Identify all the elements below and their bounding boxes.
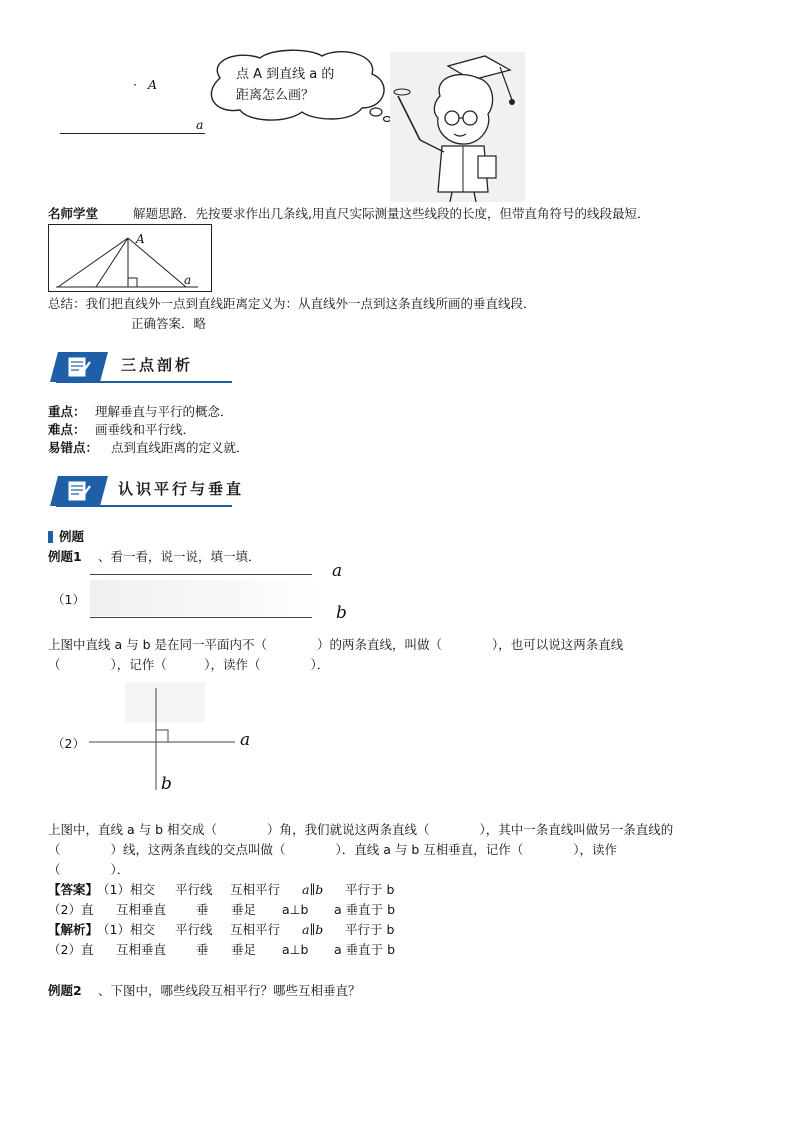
ex1-label: 例题1 <box>48 549 82 564</box>
ex1-fill2-line3: （ ）． <box>48 862 130 877</box>
section-title-1: 三点剖析 <box>121 356 194 374</box>
section-underline-1 <box>56 381 232 383</box>
answer-1-4: a∥b <box>302 882 324 897</box>
section-underline-2 <box>56 505 232 507</box>
analysis-label: 【解析】 <box>48 922 99 937</box>
parallel-line-a <box>90 574 312 575</box>
analysis-2-1: （2）直 <box>48 942 94 957</box>
line-a <box>60 133 205 134</box>
example-header: 例题 <box>59 529 85 544</box>
analysis-1-5: 平行于 b <box>345 922 395 937</box>
ex1-part1-num: （1） <box>52 592 85 607</box>
analysis-2-2: 互相垂直 <box>116 942 167 957</box>
perpendicular-figure <box>85 680 265 800</box>
tip-label: 名师学堂 <box>48 206 99 221</box>
analysis-2-4: 垂足 <box>231 942 257 957</box>
key-point-text: 理解垂直与平行的概念． <box>95 404 233 419</box>
analysis-2-3: 垂 <box>196 942 209 957</box>
ex1-prompt: 、看一看，说一说，填一填． <box>98 549 261 564</box>
bubble-line1: 点 A 到直线 a 的 <box>236 67 335 82</box>
pitfall-text: 点到直线距离的定义就． <box>111 440 249 455</box>
ex1-fill1-line2: （ ），记作（ ），读作（ ）． <box>48 657 330 672</box>
summary-text: 总结：我们把直线外一点到直线距离定义为：从直线外一点到这条直线所画的垂直线段． <box>48 296 536 311</box>
answer-2-5: a⊥b <box>282 902 309 917</box>
line-label: a <box>196 117 204 132</box>
analysis-1-4: a∥b <box>302 922 324 937</box>
point-dot: · <box>133 77 137 92</box>
answer-2-3: 垂 <box>196 902 209 917</box>
analysis-1-1: （1）相交 <box>97 922 155 937</box>
parallel-line-b <box>90 617 312 618</box>
pitfall-label: 易错点： <box>48 440 99 455</box>
perp-label-a: a <box>240 730 251 750</box>
bubble-line2: 距离怎么画？ <box>236 88 315 103</box>
key-point-label: 重点： <box>48 404 86 419</box>
section-banner-1 <box>48 350 233 386</box>
answer-2-4: 垂足 <box>231 902 257 917</box>
summary-answer: 正确答案．略 <box>131 316 207 331</box>
ex1-part2-num: （2） <box>52 736 85 751</box>
section-title-2: 认识平行与垂直 <box>118 480 245 498</box>
answer-1-3: 互相平行 <box>230 882 281 897</box>
ex1-fill2-line2: （ ）线，这两条直线的交点叫做（ ）．直线 a 与 b 互相垂直，记作（ ），读作 <box>48 842 617 857</box>
analysis-1-3: 互相平行 <box>230 922 281 937</box>
answer-label: 【答案】 <box>48 882 99 897</box>
faded-watermark <box>90 580 320 616</box>
analysis-2-5: a⊥b <box>282 942 309 957</box>
answer-2-6: a 垂直于 b <box>334 902 396 917</box>
notepad-icon <box>48 350 108 384</box>
tip-text: 解题思路．先按要求作出几条线,用直尺实际测量这些线段的长度，但带直角符号的线段最短． <box>133 206 650 221</box>
ex2-label: 例题2 <box>48 983 82 998</box>
tip-figure-point: A <box>136 232 145 246</box>
answer-2-1: （2）直 <box>48 902 94 917</box>
analysis-1-2: 平行线 <box>175 922 213 937</box>
ex2-prompt: 、下图中，哪些线段互相平行？哪些互相垂直？ <box>98 983 361 998</box>
difficulty-label: 难点： <box>48 422 86 437</box>
point-label: A <box>148 77 158 92</box>
answer-1-5: 平行于 b <box>345 882 395 897</box>
example-marker <box>48 531 53 543</box>
perp-label-b: b <box>161 774 172 794</box>
answer-1-1: （1）相交 <box>97 882 155 897</box>
answer-1-2: 平行线 <box>175 882 213 897</box>
analysis-2-6: a 垂直于 b <box>334 942 396 957</box>
teacher-illustration <box>390 52 525 202</box>
parallel-label-b: b <box>336 603 347 623</box>
answer-2-2: 互相垂直 <box>116 902 167 917</box>
section-banner-2 <box>48 474 248 510</box>
notepad-icon <box>48 474 108 508</box>
ex1-fill1-line1: 上图中直线 a 与 b 是在同一平面内不（ ）的两条直线，叫做（ ），也可以说这两条直线 <box>48 637 624 652</box>
tip-figure-line: a <box>184 273 192 287</box>
parallel-label-a: a <box>332 561 343 581</box>
ex1-fill2-line1: 上图中，直线 a 与 b 相交成（ ）角，我们就说这两条直线（ ），其中一条直线叫做另一条直线的 <box>48 822 674 837</box>
difficulty-text: 画垂线和平行线． <box>95 422 196 437</box>
